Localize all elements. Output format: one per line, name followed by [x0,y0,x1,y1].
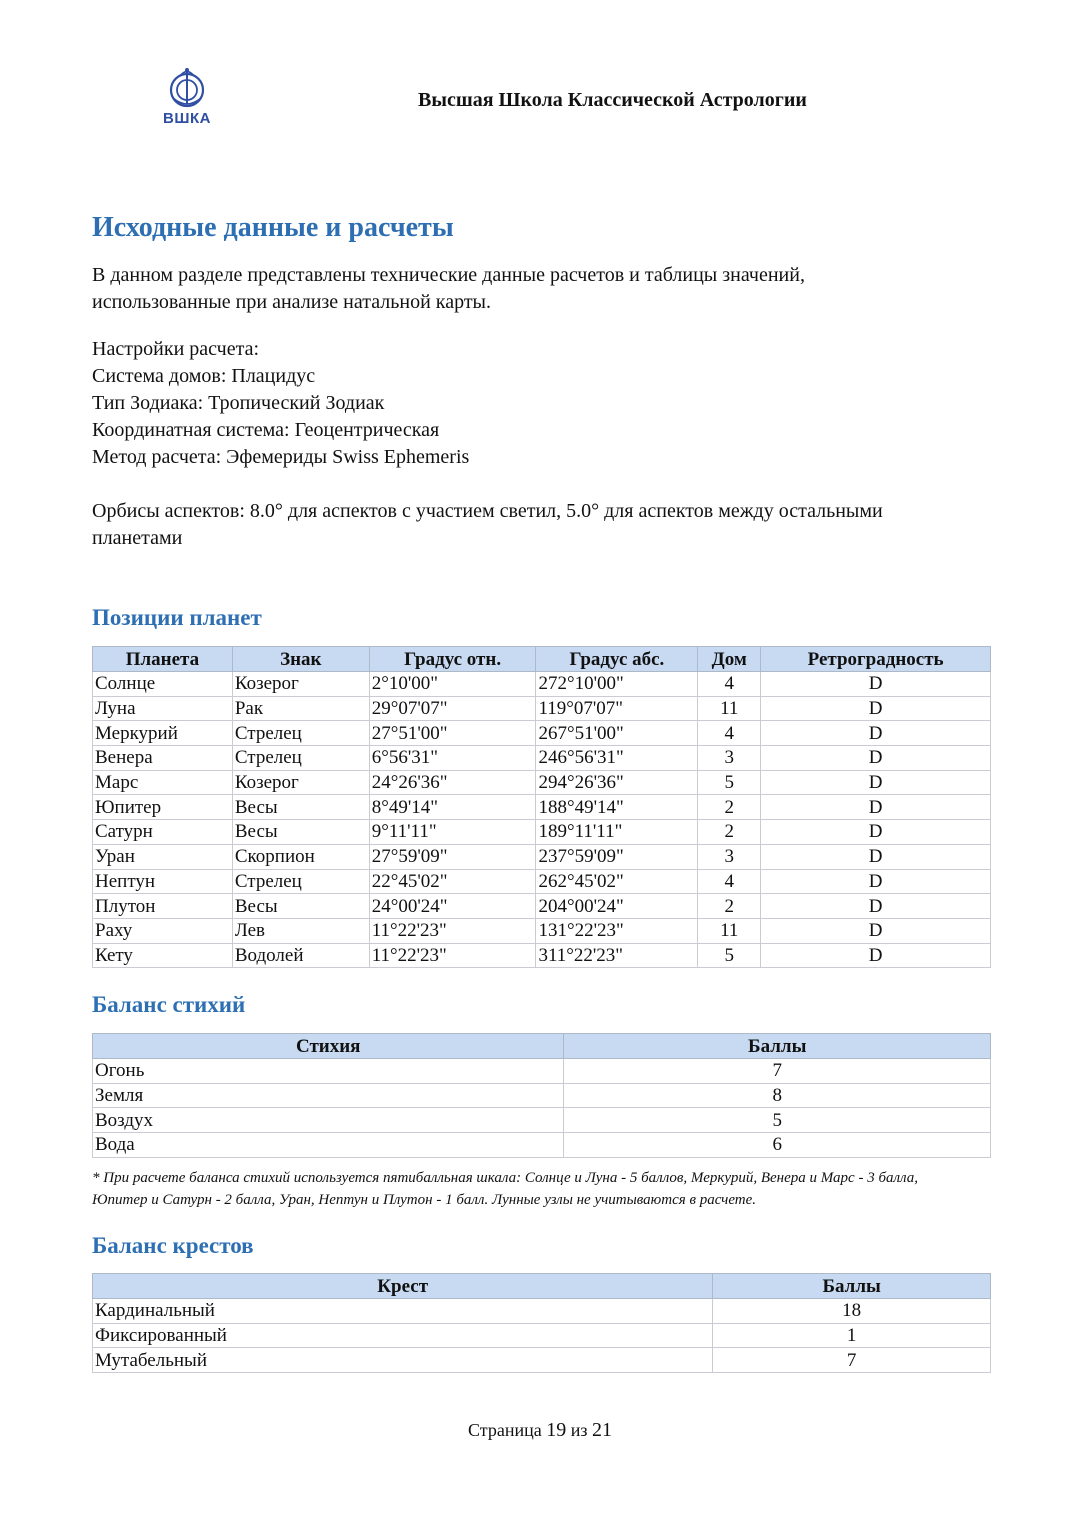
table-cell: Мутабельный [93,1348,713,1373]
intro-paragraph: В данном разделе представлены технические данные расчетов и таблицы значений, использованные при анализе натальной карты. [92,264,805,313]
table-cell: 11 [698,696,761,721]
table-row [93,918,991,943]
elements-note: * При расчете баланса стихий используется пятибалльная шкала: Солнце и Луна - 5 баллов, Меркурий, Венера и Марс - 3 балла, Юпитер и Сатурн - 2 балла, Уран, Нептун и Плутон - 1 балл. Лунные узлы не учитываются в расчете. [92,1170,919,1208]
table-cell: Стрелец [232,869,369,894]
table-cell: Стрелец [232,721,369,746]
orbs-paragraph: Орбисы аспектов: 8.0° для аспектов с участием светил, 5.0° для аспектов между остальными планетами [92,500,883,549]
page-total: 21 [591,1419,612,1441]
table-cell: Земля [93,1083,564,1108]
table-cell: 24°26'36" [369,770,536,795]
table-cell: D [761,869,991,894]
table-cell: 2°10'00" [369,672,536,697]
table-cell: 4 [698,721,761,746]
table-cell: Рак [232,696,369,721]
table-cell: Кардинальный [93,1299,713,1324]
table-cell: 131°22'23" [536,918,698,943]
table-row [93,869,991,894]
table-row [93,894,991,919]
settings-line: Метод расчета: Эфемериды Swiss Ephemeris [92,446,470,468]
elements-table [92,1033,991,1158]
table-cell: 262°45'02" [536,869,698,894]
planets-title: Позиции планет [92,605,262,630]
table-cell: 9°11'11" [369,820,536,845]
settings-heading: Настройки расчета: [92,338,260,360]
table-cell: 7 [564,1059,991,1084]
table-row [93,820,991,845]
elements-title: Баланс стихий [92,992,246,1017]
table-cell: D [761,943,991,968]
table-cell: 246°56'31" [536,746,698,771]
table-cell: Меркурий [93,721,233,746]
column-header: Крест [93,1274,713,1299]
table-cell: Водолей [232,943,369,968]
planets-table [92,646,991,968]
settings-line: Координатная система: Геоцентрическая [92,419,440,441]
table-row [93,672,991,697]
of-word: из [570,1420,588,1440]
table-cell: 4 [698,869,761,894]
school-emblem-icon [164,66,210,110]
table-cell: D [761,746,991,771]
table-cell: 5 [698,770,761,795]
table-cell: Плутон [93,894,233,919]
table-cell: 5 [698,943,761,968]
page-word: Страница [468,1420,542,1440]
table-cell: 11°22'23" [369,943,536,968]
crosses-table [92,1273,991,1373]
table-cell: Раху [93,918,233,943]
table-cell: D [761,721,991,746]
table-cell: Нептун [93,869,233,894]
table-cell: 267°51'00" [536,721,698,746]
table-row [93,844,991,869]
table-cell: 3 [698,746,761,771]
table-row [93,746,991,771]
table-cell: Весы [232,820,369,845]
column-header: Ретроградность [761,647,991,672]
table-cell: 11°22'23" [369,918,536,943]
table-cell: Солнце [93,672,233,697]
table-cell: Юпитер [93,795,233,820]
table-row [93,1299,991,1324]
column-header: Баллы [713,1274,991,1299]
table-cell: 3 [698,844,761,869]
table-row [93,795,991,820]
table-cell: 18 [713,1299,991,1324]
table-row [93,1083,991,1108]
page-footer [0,1419,1080,1442]
table-cell: D [761,770,991,795]
table-cell: 189°11'11" [536,820,698,845]
table-cell: D [761,918,991,943]
column-header: Градус отн. [369,647,536,672]
table-row [93,721,991,746]
table-cell: 4 [698,672,761,697]
table-cell: Весы [232,894,369,919]
table-cell: 294°26'36" [536,770,698,795]
table-cell: 204°00'24" [536,894,698,919]
section-title: Исходные данные и расчеты [92,212,454,243]
table-cell: Вода [93,1133,564,1158]
table-cell: 27°51'00" [369,721,536,746]
table-row [93,1133,991,1158]
table-cell: 311°22'23" [536,943,698,968]
calc-settings [92,336,992,471]
table-cell: Козерог [232,770,369,795]
table-cell: 1 [713,1323,991,1348]
table-row [93,1059,991,1084]
table-cell: 27°59'09" [369,844,536,869]
table-cell: D [761,820,991,845]
table-cell: Скорпион [232,844,369,869]
table-cell: D [761,696,991,721]
table-cell: 5 [564,1108,991,1133]
table-row [93,696,991,721]
table-row [93,943,991,968]
table-cell: 6 [564,1133,991,1158]
table-cell: 22°45'02" [369,869,536,894]
table-row [93,1348,991,1373]
settings-line: Система домов: Плацидус [92,365,316,387]
column-header: Стихия [93,1034,564,1059]
table-cell: 272°10'00" [536,672,698,697]
table-header-row [93,1274,991,1299]
table-cell: 11 [698,918,761,943]
page-number: 19 [546,1419,567,1441]
column-header: Дом [698,647,761,672]
table-cell: 2 [698,820,761,845]
table-cell: 8 [564,1083,991,1108]
table-cell: D [761,672,991,697]
table-cell: Луна [93,696,233,721]
table-row [93,770,991,795]
table-header-row [93,1034,991,1059]
table-cell: 119°07'07" [536,696,698,721]
table-cell: Уран [93,844,233,869]
column-header: Баллы [564,1034,991,1059]
organization-name: Высшая Школа Классической Астрологии [418,89,807,111]
crosses-title: Баланс крестов [92,1233,254,1258]
table-cell: 2 [698,795,761,820]
table-cell: 8°49'14" [369,795,536,820]
table-cell: 237°59'09" [536,844,698,869]
table-cell: Козерог [232,672,369,697]
table-cell: Венера [93,746,233,771]
column-header: Знак [232,647,369,672]
table-cell: Фиксированный [93,1323,713,1348]
table-cell: D [761,894,991,919]
table-cell: 2 [698,894,761,919]
table-cell: 29°07'07" [369,696,536,721]
table-cell: Воздух [93,1108,564,1133]
column-header: Планета [93,647,233,672]
table-cell: D [761,795,991,820]
logo-text: ВШКА [163,110,211,127]
table-cell: 24°00'24" [369,894,536,919]
table-cell: Кету [93,943,233,968]
table-cell: Огонь [93,1059,564,1084]
table-cell: Весы [232,795,369,820]
page-content [92,212,992,1371]
table-cell: Марс [93,770,233,795]
table-cell: 7 [713,1348,991,1373]
table-cell: Сатурн [93,820,233,845]
table-cell: 6°56'31" [369,746,536,771]
table-cell: Лев [232,918,369,943]
column-header: Градус абс. [536,647,698,672]
table-row [93,1108,991,1133]
table-cell: D [761,844,991,869]
table-cell: Стрелец [232,746,369,771]
table-row [93,1323,991,1348]
logo [152,66,222,132]
table-header-row [93,647,991,672]
settings-line: Тип Зодиака: Тропический Зодиак [92,392,385,414]
table-cell: 188°49'14" [536,795,698,820]
